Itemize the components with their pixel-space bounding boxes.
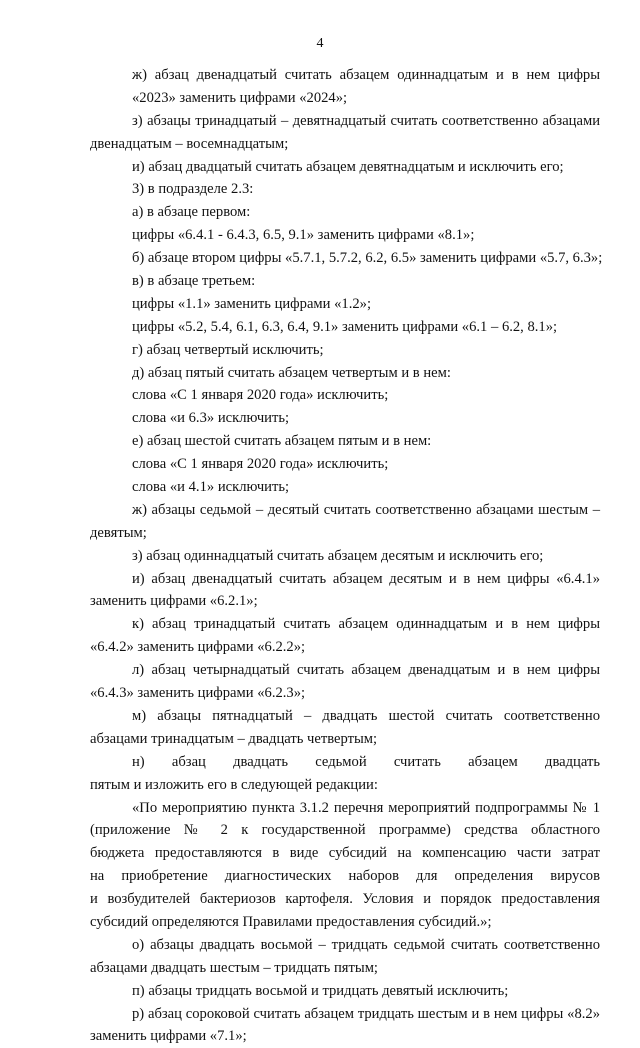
text-line: девятым; [90, 524, 147, 541]
text-line: «6.4.3» заменить цифрами «6.2.3»; [90, 685, 306, 702]
text-line: субсидий определяются Правилами предоставления субсидий.»; [90, 913, 492, 930]
page-number: 4 [316, 36, 324, 51]
text-line: цифры «6.4.1 - 6.4.3, 6.5, 9.1» заменить цифрами «8.1»; [132, 227, 475, 244]
text-line: ж) абзац двенадцатый считать абзацем одиннадцатым и в нем цифры [132, 67, 600, 83]
text-line: «2023» заменить цифрами «2024»; [132, 89, 348, 106]
text-line: м) абзацы пятнадцатый – двадцать шестой считать соответственно [132, 707, 600, 724]
text-line: д) абзац пятый считать абзацем четвертым и в нем: [132, 364, 451, 381]
text-line: н) абзац двадцать седьмой считать абзацем двадцать [132, 753, 600, 770]
text-line: заменить цифрами «6.2.1»; [90, 593, 258, 610]
text-line: слова «и 4.1» исключить; [132, 479, 290, 496]
text-line: ж) абзацы седьмой – десятый считать соответственно абзацами шестым – [132, 501, 600, 518]
text-line: слова «С 1 января 2020 года» исключить; [132, 456, 389, 473]
text-line: «6.4.2» заменить цифрами «6.2.2»; [90, 639, 306, 656]
text-line: заменить цифрами «7.1»; [90, 1028, 247, 1045]
text-line: «По мероприятию пункта 3.1.2 перечня мероприятий подпрограммы № 1 [132, 799, 600, 816]
text-line: цифры «1.1» заменить цифрами «1.2»; [132, 295, 372, 312]
text-line: п) абзацы тридцать восьмой и тридцать девятый исключить; [132, 982, 509, 999]
text-line: двенадцатым – восемнадцатым; [90, 135, 289, 152]
text-line: з) абзац одиннадцатый считать абзацем десятым и исключить его; [132, 547, 544, 564]
text-line: слова «и 6.3» исключить; [132, 410, 290, 427]
text-line: пятым и изложить его в следующей редакции: [90, 776, 378, 793]
text-line: о) абзацы двадцать восьмой – тридцать седьмой считать соответственно [132, 936, 600, 953]
document-body [90, 64, 603, 1048]
text-line: е) абзац шестой считать абзацем пятым и в нем: [132, 433, 432, 450]
text-line: л) абзац четырнадцатый считать абзацем двенадцатым и в нем цифры [132, 662, 600, 679]
text-line: и возбудителей бактериозов картофеля. Условия и порядок предоставления [90, 891, 600, 908]
text-line: 3) в подразделе 2.3: [132, 181, 254, 198]
text-line: з) абзацы тринадцатый – девятнадцатый считать соответственно абзацами [132, 112, 600, 129]
text-line: абзацами тринадцатым – двадцать четвертым; [90, 730, 378, 747]
text-line: а) в абзаце первом: [132, 204, 251, 221]
text-line: бюджета предоставляются в виде субсидий на компенсацию части затрат [90, 845, 600, 862]
text-line: в) в абзаце третьем: [132, 273, 256, 290]
text-line: на приобретение диагностических наборов для определения вирусов [90, 868, 600, 885]
text-line: р) абзац сороковой считать абзацем тридцать шестым и в нем цифры «8.2» [132, 1005, 600, 1022]
text-line: б) абзаце втором цифры «5.7.1, 5.7.2, 6.2, 6.5» заменить цифрами «5.7, 6.3»; [132, 250, 603, 267]
text-line: г) абзац четвертый исключить; [132, 341, 324, 358]
text-line: и) абзац двадцатый считать абзацем девятнадцатым и исключить его; [132, 158, 564, 175]
text-line: (приложение № 2 к государственной программе) средства областного [90, 822, 600, 839]
text-line: слова «С 1 января 2020 года» исключить; [132, 387, 389, 404]
text-line: и) абзац двенадцатый считать абзацем десятым и в нем цифры «6.4.1» [132, 570, 600, 587]
text-line: абзацами двадцать шестым – тридцать пятым; [90, 959, 378, 976]
text-line: цифры «5.2, 5.4, 6.1, 6.3, 6.4, 9.1» заменить цифрами «6.1 – 6.2, 8.1»; [132, 318, 558, 335]
text-line: к) абзац тринадцатый считать абзацем одиннадцатым и в нем цифры [132, 616, 600, 633]
